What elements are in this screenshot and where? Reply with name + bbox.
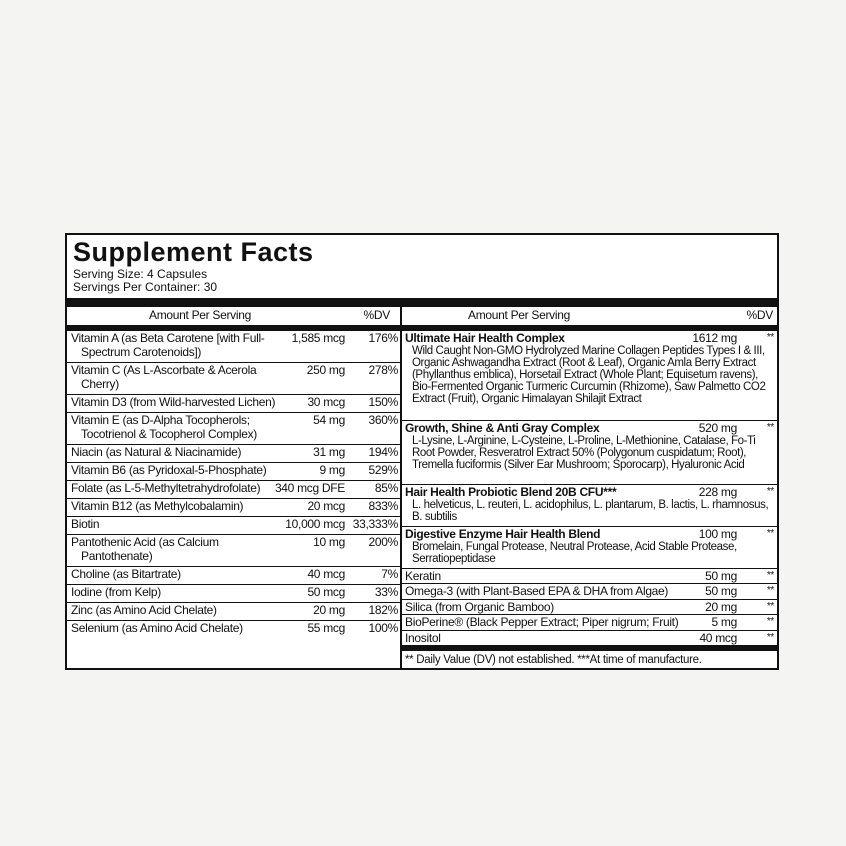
nutrient-name-cont: Spectrum Carotenoids]) <box>81 344 202 359</box>
ingredient-amount: 50 mg <box>705 569 737 583</box>
ingredient-name: Omega-3 (with Plant-Based EPA & DHA from Algae) <box>405 584 669 598</box>
nutrient-row <box>67 621 400 638</box>
nutrient-row <box>67 445 400 463</box>
ingredient-amount: 20 mg <box>705 600 737 614</box>
nutrient-name: Vitamin A (as Beta Carotene [with Full- <box>71 331 265 345</box>
blend-row <box>402 485 777 527</box>
nutrient-row <box>67 585 400 603</box>
nutrient-name: Folate (as L-5-Methyltetrahydrofolate) <box>71 481 261 495</box>
nutrient-name: Choline (as Bitartrate) <box>71 567 181 581</box>
nutrient-dv: 33% <box>374 585 398 599</box>
nutrient-amount: 250 mg <box>306 363 345 377</box>
nutrient-amount: 30 mcg <box>307 395 345 409</box>
nutrient-amount: 50 mcg <box>307 585 345 599</box>
left-column <box>67 307 400 668</box>
nutrient-row <box>67 481 400 499</box>
blend-ingredients: Wild Caught Non-GMO Hydrolyzed Marine Collagen Peptides Types I & III, Organic Ashwagandha Extract (Root & Leaf), Organic Amla Berry Extract (Phyllanthus emblica), Horsetail Extract (Whole Plant; Equisetum ravens), Bio-Fermented Organic Turmeric Curcumin (Rhizome), Saw Palmetto CO2 Extract (Fruit), Organic Himalayan Shilajit Extract <box>412 345 766 405</box>
nutrient-amount: 10 mg <box>313 535 345 549</box>
ingredient-row <box>402 615 777 631</box>
nutrient-amount: 9 mg <box>319 463 345 477</box>
nutrient-dv: 85% <box>374 481 398 495</box>
servings-per-container: Servings Per Container: 30 <box>73 280 218 294</box>
nutrient-dv: 360% <box>368 413 398 427</box>
nutrient-row <box>67 603 400 621</box>
blend-name: Hair Health Probiotic Blend 20B CFU*** <box>405 485 617 499</box>
blend-row <box>402 527 777 569</box>
ingredient-row <box>402 631 777 645</box>
ingredient-name: Keratin <box>405 569 441 583</box>
nutrient-row <box>67 463 400 481</box>
blend-dv: ** <box>766 422 774 433</box>
footnote: ** Daily Value (DV) not established. ***At time of manufacture. <box>402 645 777 668</box>
blend-dv: ** <box>766 486 774 497</box>
nutrient-dv: 200% <box>368 535 398 549</box>
right-column <box>402 307 777 668</box>
nutrient-name: Zinc (as Amino Acid Chelate) <box>71 603 217 617</box>
nutrient-name-cont: Cherry) <box>81 376 119 391</box>
right-dv-header: %DV <box>746 308 773 322</box>
nutrient-name: Niacin (as Natural & Niacinamide) <box>71 445 242 459</box>
ingredient-amount: 40 mcg <box>699 631 737 645</box>
nutrient-amount: 54 mg <box>313 413 345 427</box>
nutrient-dv: 194% <box>368 445 398 459</box>
ingredient-name: BioPerine® (Black Pepper Extract; Piper nigrum; Fruit) <box>405 615 679 629</box>
right-amount-header: Amount Per Serving <box>468 308 570 322</box>
blend-name: Digestive Enzyme Hair Health Blend <box>405 527 601 541</box>
nutrient-dv: 182% <box>368 603 398 617</box>
nutrient-dv: 278% <box>368 363 398 377</box>
nutrient-name: Vitamin C (As L-Ascorbate & Acerola <box>71 363 257 377</box>
nutrient-name: Vitamin B6 (as Pyridoxal-5-Phosphate) <box>71 463 267 477</box>
blend-amount: 228 mg <box>698 485 737 499</box>
blend-dv: ** <box>766 528 774 539</box>
blend-amount: 100 mg <box>698 527 737 541</box>
blend-row <box>402 331 777 421</box>
ingredient-amount: 50 mg <box>705 584 737 598</box>
nutrient-name: Pantothenic Acid (as Calcium <box>71 535 219 549</box>
blend-name: Ultimate Hair Health Complex <box>405 331 565 345</box>
ingredient-amount: 5 mg <box>711 615 737 629</box>
blend-amount: 520 mg <box>698 421 737 435</box>
blend-ingredients: Bromelain, Fungal Protease, Neutral Protease, Acid Stable Protease, Serratiopeptidase <box>412 541 737 565</box>
blend-ingredients: L-Lysine, L-Arginine, L-Cysteine, L-Proline, L-Methionine, Catalase, Fo-Ti Root Powder, Resveratrol Extract 50% (Polygonum cuspidatum; Root), Tremella fuciformis (Silver Ear Mushroom; Sporocarp), Hyaluronic Acid <box>412 435 756 471</box>
blend-amount: 1612 mg <box>692 331 737 345</box>
left-amount-header: Amount Per Serving <box>149 308 251 322</box>
ingredient-dv: ** <box>766 585 774 596</box>
nutrient-row <box>67 363 400 395</box>
ingredient-name: Silica (from Organic Bamboo) <box>405 600 554 614</box>
blend-ingredients: L. helveticus, L. reuteri, L. acidophilus, L. plantarum, B. lactis, L. rhamnosus, B. subtilis <box>412 499 769 523</box>
ingredient-dv: ** <box>766 632 774 643</box>
blend-row <box>402 421 777 485</box>
ingredient-dv: ** <box>766 570 774 581</box>
ingredient-name: Inositol <box>405 631 441 645</box>
nutrient-row <box>67 567 400 585</box>
nutrient-name: Biotin <box>71 517 100 531</box>
header-divider-bar <box>67 298 777 307</box>
nutrient-amount: 55 mcg <box>307 621 345 635</box>
nutrient-row <box>67 535 400 567</box>
nutrient-row <box>67 499 400 517</box>
nutrient-row <box>67 331 400 363</box>
nutrient-dv: 33,333% <box>352 517 398 531</box>
nutrient-dv: 833% <box>368 499 398 513</box>
nutrient-name: Vitamin B12 (as Methylcobalamin) <box>71 499 244 513</box>
nutrient-dv: 529% <box>368 463 398 477</box>
ingredient-row <box>402 584 777 600</box>
ingredient-row <box>402 600 777 615</box>
nutrient-row <box>67 517 400 535</box>
nutrient-amount: 31 mg <box>313 445 345 459</box>
nutrient-name: Selenium (as Amino Acid Chelate) <box>71 621 243 635</box>
nutrient-dv: 7% <box>381 567 398 581</box>
nutrient-amount: 20 mg <box>313 603 345 617</box>
panel-title: Supplement Facts <box>73 237 314 267</box>
supplement-facts-panel <box>65 233 779 670</box>
nutrient-name-cont: Pantothenate) <box>81 548 153 563</box>
left-column-header <box>67 307 400 331</box>
ingredient-row <box>402 569 777 584</box>
nutrient-name: Iodine (from Kelp) <box>71 585 161 599</box>
nutrient-row <box>67 413 400 445</box>
nutrient-amount: 20 mcg <box>307 499 345 513</box>
nutrient-row <box>67 395 400 413</box>
nutrient-amount: 340 mcg DFE <box>274 481 345 495</box>
nutrient-name: Vitamin E (as D-Alpha Tocopherols; <box>71 413 250 427</box>
nutrient-dv: 176% <box>368 331 398 345</box>
nutrient-amount: 10,000 mcg <box>285 517 345 531</box>
left-dv-header: %DV <box>363 308 390 322</box>
blend-dv: ** <box>766 332 774 343</box>
nutrient-dv: 150% <box>368 395 398 409</box>
ingredient-dv: ** <box>766 601 774 612</box>
blend-name: Growth, Shine & Anti Gray Complex <box>405 421 600 435</box>
nutrient-amount: 40 mcg <box>307 567 345 581</box>
nutrient-name: Vitamin D3 (from Wild-harvested Lichen) <box>71 395 276 409</box>
nutrient-name-cont: Tocotrienol & Tocopherol Complex) <box>81 426 257 441</box>
nutrient-dv: 100% <box>368 621 398 635</box>
ingredient-dv: ** <box>766 616 774 627</box>
right-column-header <box>402 307 777 331</box>
serving-size: Serving Size: 4 Capsules <box>73 267 208 281</box>
nutrient-amount: 1,585 mcg <box>291 331 345 345</box>
